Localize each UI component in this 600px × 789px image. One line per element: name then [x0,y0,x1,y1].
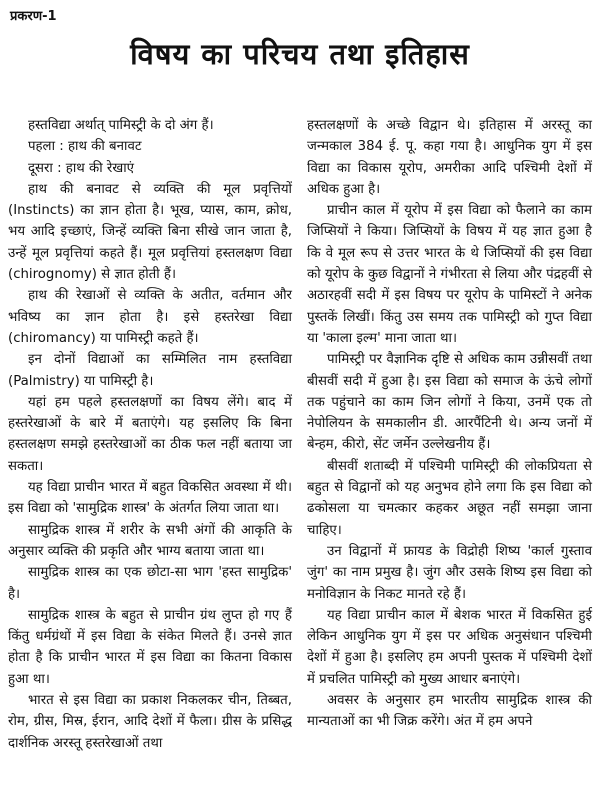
paragraph: हस्तविद्या अर्थात् पामिस्ट्री के दो अंग हैं। [27,118,214,133]
paragraph: सामुद्रिक शास्त्र में शरीर के सभी अंगों की आकृति के अनुसार व्यक्ति की प्रकृति और भाग्य बताया जाता था। [8,522,292,559]
paragraph: यह विद्या प्राचीन भारत में बहुत विकसित अवस्था में थी। इस विद्या को 'सामुद्रिक शास्त्र' के अंतर्गत लिया जाता था। [8,480,292,517]
paragraph: यहां हम पहले हस्तलक्षणों का विषय लेंगे। बाद में हस्तरेखाओं के बारे में बताएंगे। यह इसलिए कि बिना हस्तलक्षण समझे हस्तरेखाओं का ठीक फल नहीं बताया जा सकता। [8,394,292,474]
paragraph: यह विद्या प्राचीन काल में बेशक भारत में विकसित हुई लेकिन आधुनिक युग में इस पर अधिक अनुसंधान पश्चिमी देशों में हुआ है। इसलिए हम अपनी पुस्तक में पश्चिमी देशों में प्रचलित पामिस्ट्री को मुख्य आधार बनाएंगे। [307,607,592,687]
paragraph: सामुद्रिक शास्त्र के बहुत से प्राचीन ग्रंथ लुप्त हो गए हैं किंतु धर्मग्रंथों में इस विद्या के संकेत मिलते हैं। उनसे ज्ञात होता है कि प्राचीन भारत में इस विद्या का कितना विकास हुआ था। [8,607,292,687]
paragraph: इन दोनों विद्याओं का सम्मिलित नाम हस्तविद्या (Palmistry) या पामिस्ट्री है। [8,352,292,389]
paragraph: दूसरा : हाथ की रेखाएं [27,160,135,176]
page-title: विषय का परिचय तथा इतिहास [130,37,470,71]
right-column [307,115,592,733]
left-column [8,115,292,754]
paragraph: हाथ की बनावट से व्यक्ति की मूल प्रवृत्तियों (Instincts) का ज्ञान होता है। भूख, प्यास, काम, क्रोध, भय आदि इच्छाएं, जिन्हें व्यक्ति बिना सीखे जान जाता है, उन्हें मूल प्रवृत्तियां कहते हैं। मूल प्रवृत्तियां हस्तलक्षण विद्या (chirognomy) से ज्ञात होती हैं। [8,181,292,283]
paragraph: पहला : हाथ की बनावट [27,139,142,155]
paragraph: हाथ की रेखाओं से व्यक्ति के अतीत, वर्तमान और भविष्य का ज्ञान होता है। इसे हस्तरेखा विद्या (chiromancy) या पामिस्ट्री कहते हैं। [8,288,292,346]
chapter-label: प्रकरण-1 [10,9,57,24]
paragraph: बीसवीं शताब्दी में पश्चिमी पामिस्ट्री की लोकप्रियता से बहुत से विद्वानों को यह अनुभव होने लगा कि इस विद्या को ढकोसला या चमत्कार कहकर अछूत नहीं समझा जाना चाहिए। [307,458,592,538]
paragraph: उन विद्वानों में फ्रायड के विद्रोही शिष्य 'कार्ल गुस्ताव जुंग' का नाम प्रमुख है। जुंग और उसके शिष्य इस विद्या को मनोविज्ञान के निकट मानते रहे हैं। [307,543,592,602]
paragraph: प्राचीन काल में यूरोप में इस विद्या को फैलाने का काम जिप्सियों ने किया। जिप्सियों के विषय में यह ज्ञात हुआ है कि वे मूल रूप से उत्तर भारत के थे जिप्सियों की इस विद्या को यूरोप के कुछ विद्वानों ने गंभीरता से लिया और पंद्रहवीं से अठारहवीं सदी में इस विषय पर यूरोप के पामिस्टों ने अनेक पुस्तकें लिखीं। किंतु उस समय तक पामिस्ट्री को गुप्त विद्या या 'काला इल्म' माना जाता था। [307,203,592,346]
paragraph: सामुद्रिक शास्त्र का एक छोटा-सा भाग 'हस्त सामुद्रिक' है। [8,565,292,602]
paragraph: हस्तलक्षणों के अच्छे विद्वान थे। इतिहास में अरस्तू का जन्मकाल 384 ई. पू. कहा गया है। आधुनिक युग में इस विद्या का विकास यूरोप, अमरीका आदि पश्चिमी देशों में अधिक हुआ है। [307,118,592,197]
paragraph: पामिस्ट्री पर वैज्ञानिक दृष्टि से अधिक काम उन्नीसवीं तथा बीसवीं सदी में हुआ है। इस विद्या को समाज के ऊंचे लोगों तक पहुंचाने का काम जिन लोगों ने किया, उनमें एक तो नेपोलियन के समकालीन डी. आरपैंटिनी थे। अन्य जनों में बेन्हम, कीरो, सेंट जर्मेन उल्लेखनीय हैं। [307,352,592,453]
paragraph: भारत से इस विद्या का प्रकाश निकलकर चीन, तिब्बत, रोम, ग्रीस, मिस्र, ईरान, आदि देशों में फैला। ग्रीस के प्रसिद्ध दार्शनिक अरस्तू हस्तरेखाओं तथा [8,693,292,751]
paragraph: अवसर के अनुसार हम भारतीय सामुद्रिक शास्त्र की मान्यताओं का भी जिक्र करेंगे। अंत में हम अपने [307,693,592,730]
